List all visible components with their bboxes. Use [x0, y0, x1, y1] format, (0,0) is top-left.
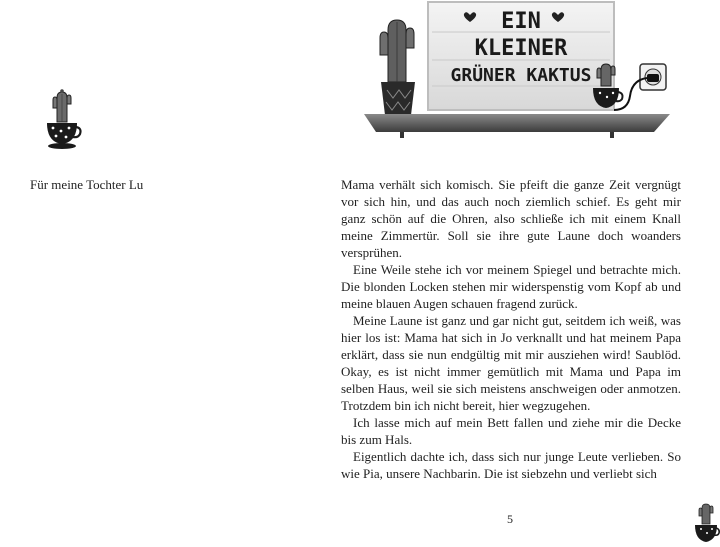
- paragraph: Eine Weile stehe ich vor meinem Spiegel und betrachte mich. Die blonden Locken stehen mir widerspenstig vom Kopf ab und meine blauen Augen schauen fragend zurück.: [341, 262, 681, 311]
- page-number: 5: [507, 512, 513, 526]
- paragraph: Mama verhält sich komisch. Sie pfeift die ganze Zeit vergnügt vor sich hin, und das auch noch ziemlich schief. Es geht mir ganz schön auf die Ohren, also schließe ich mit einem Knall meine Zimmertür. Soll sie ihre gute Laune doch woanders versprühen.: [341, 177, 681, 260]
- cactus-cup-icon: [42, 86, 82, 156]
- svg-text:EIN: EIN: [501, 9, 541, 34]
- cactus-cup-icon: [692, 500, 720, 547]
- header-illustration: [360, 0, 720, 140]
- paragraph: Meine Laune ist ganz und gar nicht gut, seitdem ich weiß, was hier los ist: Mama hat sich in Jo verknallt und hat meinem Papa erklärt, dass sie nun endgültig mit mir ausziehen wird! Saublöd. Okay, es ist nicht immer gemütlich mit Mama und Papa im selben Haus, weil sie sich meistens anschweigen oder anmotzen. Trotzdem bin ich nicht bereit, hier wegzugehen.: [341, 313, 681, 413]
- svg-text:KLEINER: KLEINER: [474, 36, 568, 61]
- body-text: [341, 176, 681, 482]
- paragraph: Ich lasse mich auf mein Bett fallen und ziehe mir die Decke bis zum Hals.: [341, 415, 681, 447]
- dedication: Für meine Tochter Lu: [30, 177, 144, 192]
- plug-icon: [614, 64, 666, 110]
- cactus-pot-icon: [380, 20, 415, 115]
- svg-text:GRÜNER KAKTUS: GRÜNER KAKTUS: [450, 65, 592, 86]
- paragraph: Eigentlich dachte ich, dass sich nur junge Leute verlieben. So wie Pia, unsere Nachbarin. Die ist siebzehn und verliebt sich: [341, 449, 681, 481]
- lightbox-sign: [428, 2, 614, 110]
- shelf: [364, 114, 670, 132]
